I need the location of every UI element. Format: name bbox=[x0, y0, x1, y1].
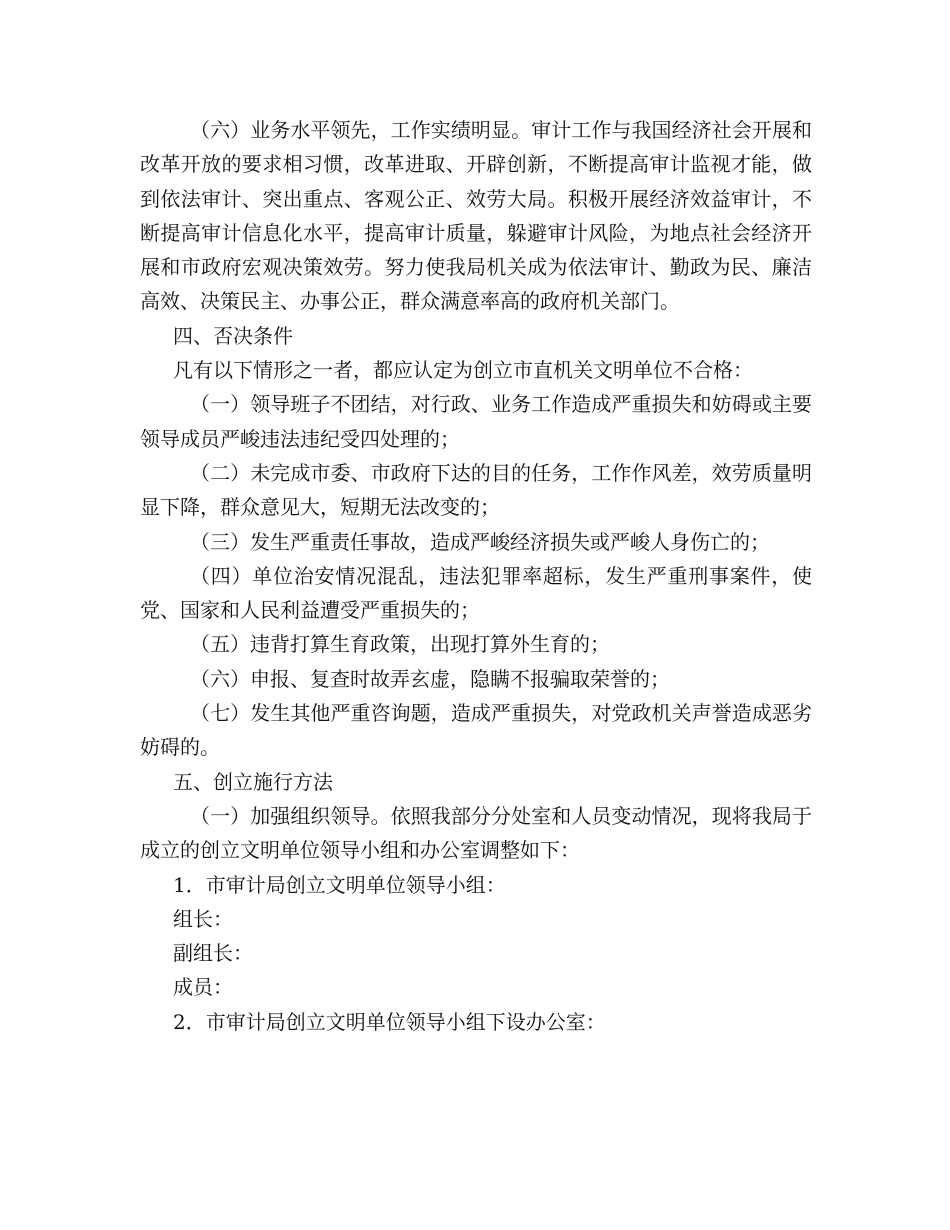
paragraph-office: 2．市审计局创立文明单位领导小组下设办公室： bbox=[173, 1009, 606, 1034]
document-body bbox=[140, 113, 812, 1039]
paragraph-veto-item-5: （五）违背打算生育政策，出现打算外生育的； bbox=[190, 632, 610, 657]
paragraph-veto-item-1: （一）领导班子不团结，对行政、业务工作造成严重损失和妨碍或主要领导成员严峻违法违纪受四处理的； bbox=[140, 392, 812, 451]
paragraph-business-level: （六）业务水平领先，工作实绩明显。审计工作与我国经济社会开展和改革开放的要求相习惯，改革进取、开辟创新，不断提高审计监视才能，做到依法审计、突出重点、客观公正、效劳大局。积极开展经济效益审计，不断提高审计信息化水平，提高审计质量，躲避审计风险，为地点社会经济开展和市政府宏观决策效劳。努力使我局机关成为依法审计、勤政为民、廉洁高效、决策民主、办事公正，群众满意率高的政府机关部门。 bbox=[140, 118, 812, 314]
paragraph-members: 成员： bbox=[173, 975, 233, 1000]
paragraph-veto-item-4: （四）单位治安情况混乱，违法犯罪率超标，发生严重刑事案件，使党、国家和人民利益遭受严重损失的； bbox=[140, 563, 812, 623]
paragraph-organization-leadership: （一）加强组织领导。依照我部分分处室和人员变动情况，现将我局于成立的创立文明单位领导小组和办公室调整如下： bbox=[140, 803, 812, 863]
paragraph-veto-intro: 凡有以下情形之一者，都应认定为创立市直机关文明单位不合格： bbox=[173, 358, 753, 383]
paragraph-veto-item-3: （三）发生严重责任事故，造成严峻经济损失或严峻人身伤亡的； bbox=[190, 529, 770, 554]
paragraph-group-leader: 组长： bbox=[173, 906, 233, 931]
paragraph-deputy-leader: 副组长： bbox=[173, 941, 253, 966]
heading-implementation-methods: 五、创立施行方法 bbox=[173, 769, 333, 794]
paragraph-leading-group: 1．市审计局创立文明单位领导小组： bbox=[173, 872, 506, 897]
paragraph-veto-item-6: （六）申报、复查时故弄玄虚，隐瞒不报骗取荣誉的； bbox=[190, 666, 670, 691]
paragraph-veto-item-7: （七）发生其他严重咨询题，造成严重损失，对党政机关声誉造成恶劣妨碍的。 bbox=[140, 701, 812, 760]
paragraph-veto-item-2: （二）未完成市委、市政府下达的目的任务，工作作风差，效劳质量明显下降，群众意见大，短期无法改变的； bbox=[140, 460, 812, 520]
heading-veto-conditions: 四、否决条件 bbox=[173, 323, 293, 348]
